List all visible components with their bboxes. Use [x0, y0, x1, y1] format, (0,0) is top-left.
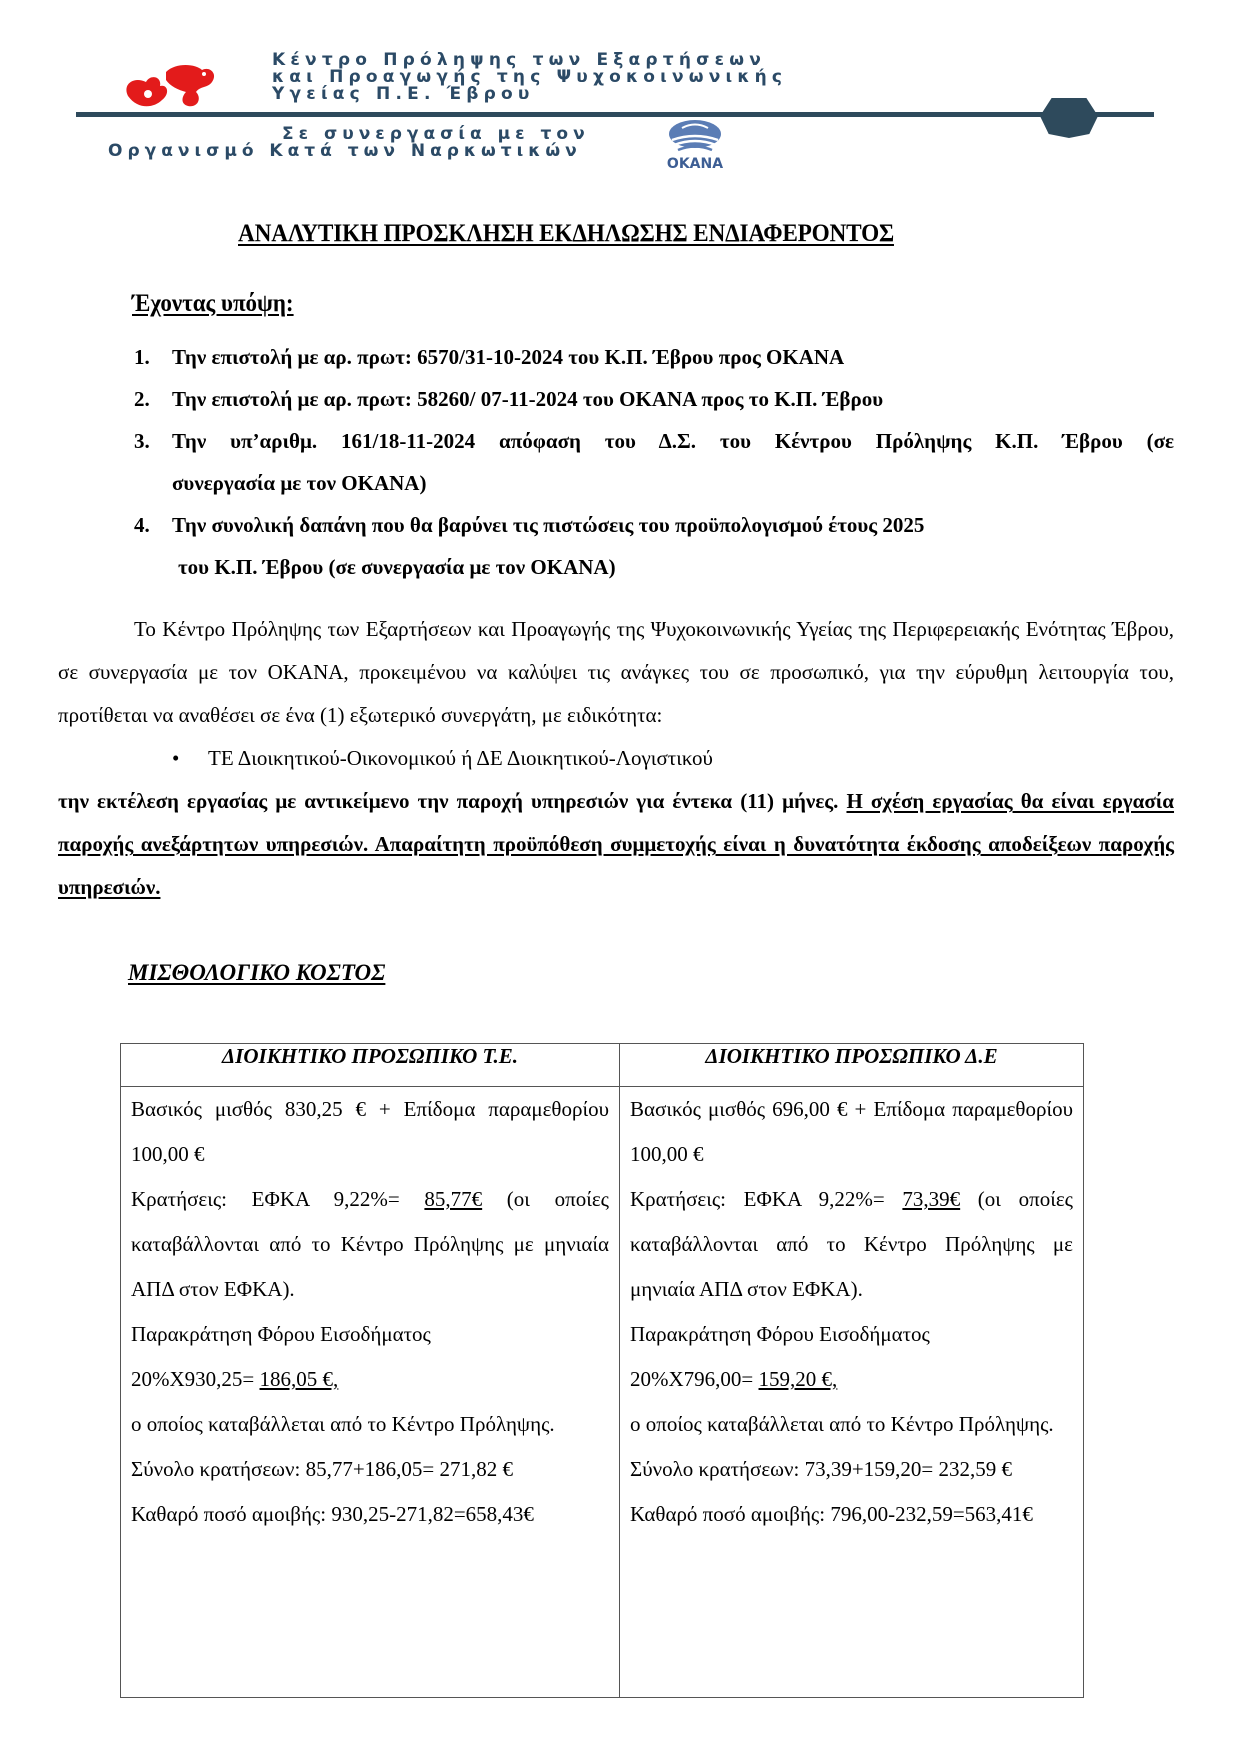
okana-logo	[660, 118, 730, 172]
rule-badge-icon	[1040, 98, 1098, 138]
list-item: 4. Την συνολική δαπάνη που θα βαρύνει τις πιστώσεις του προϋπολογισμού έτους 2025	[134, 513, 925, 537]
org-name-line-3: Υγείας Π.Ε. Έβρου	[272, 84, 535, 104]
prevention-center-logo-icon	[120, 56, 220, 114]
list-item: 3. Την υπ’αριθμ. 161/18-11-2024 απόφαση του Δ.Σ. του Κέντρου Πρόληψης Κ.Π. Έβρου (σε	[134, 429, 1174, 453]
table-header-row	[121, 1044, 1084, 1087]
org-name-line-2: και Προαγωγής της Ψυχοκοινωνικής	[272, 67, 788, 87]
header-de: ΔΙΟΙΚΗΤΙΚΟ ΠΡΟΣΩΠΙΚΟ Δ.Ε	[620, 1044, 1084, 1087]
list-item: 2. Την επιστολή με αρ. πρωτ: 58260/ 07-11-2024 του ΟΚΑΝΑ προς το Κ.Π. Έβρου	[134, 387, 884, 411]
considering-heading: Έχοντας υπόψη:	[132, 290, 294, 317]
task-paragraph: την εκτέλεση εργασίας με αντικείμενο την παροχή υπηρεσιών για έντεκα (11) μήνες. Η σχέση εργασίας θα είναι εργασία παροχής ανεξάρτητων υπηρεσιών. Απαραίτητη προϋπόθεση συμμετοχής είναι η δυνατότητα έκδοσης αποδείξεων παροχής υπηρεσιών.	[58, 789, 1175, 899]
intro-paragraph: Το Κέντρο Πρόληψης των Εξαρτήσεων και Προαγωγής της Ψυχοκοινωνικής Υγείας της Περιφερειακής Ενότητας Έβρου, σε συνεργασία με τον ΟΚΑΝΑ, προκειμένου να καλύψει τις ανάγκες του σε προσωπικό, για την εύρυθμη λειτουργία του, προτίθεται να αναθέσει σε ένα (1) εξωτερικό συνεργάτη, με ειδικότητα:	[58, 617, 1174, 727]
cost-heading: ΜΙΣΘΟΛΟΓΙΚΟ ΚΟΣΤΟΣ	[128, 960, 386, 985]
header-te: ΔΙΟΙΚΗΤΙΚΟ ΠΡΟΣΩΠΙΚΟ Τ.Ε.	[121, 1044, 620, 1087]
specialty-bullet: • ΤΕ Διοικητικού-Οικονομικού ή ΔΕ Διοικητικού-Λογιστικού	[172, 746, 713, 770]
table-row	[121, 1087, 1084, 1698]
list-item: 1. Την επιστολή με αρ. πρωτ: 6570/31-10-2024 του Κ.Π. Έβρου προς ΟΚΑΝΑ	[134, 345, 845, 369]
okana-logo-text: OKANA	[666, 156, 724, 172]
considerations-list	[134, 336, 1174, 588]
okana-emblem-icon	[660, 118, 730, 158]
org-name-line-1: Κέντρο Πρόληψης των Εξαρτήσεων	[272, 50, 766, 70]
cooperation-line-2: Οργανισμό Κατά των Ναρκωτικών	[108, 141, 582, 161]
salary-cost-table	[120, 1043, 1084, 1698]
cooperation-line-1: Σε συνεργασία με τον	[282, 124, 590, 144]
bullet-icon: •	[172, 746, 180, 770]
cell-te: Βασικός μισθός 830,25 € + Επίδομα παραμεθορίου 100,00 € Κρατήσεις: ΕΦΚΑ 9,22%= 85,77€ (οι οποίες καταβάλλονται από το Κέντρο Πρόληψης με μηνιαία ΑΠΔ στον ΕΦΚΑ). Παρακράτηση Φόρου Εισοδήματος 20%Χ930,25= 186,05 €, ο οποίος καταβάλλεται από το Κέντρο Πρόληψης. Σύνολο κρατήσεων: 85,77+186,05= 271,82 € Καθαρό ποσό αμοιβής: 930,25-271,82=658,43€	[121, 1087, 620, 1698]
task-underlined-text: Η σχέση εργασίας θα είναι εργασία παροχής ανεξάρτητων υπηρεσιών. Απαραίτητη προϋπόθεση συμμετοχής είναι η δυνατότητα έκδοσης αποδείξεων παροχής υπηρεσιών.	[58, 789, 1175, 899]
list-item-continuation: συνεργασία με τον ΟΚΑΝΑ)	[172, 471, 427, 495]
cell-de: Βασικός μισθός 696,00 € + Επίδομα παραμεθορίου 100,00 € Κρατήσεις: ΕΦΚΑ 9,22%= 73,39€ (οι οποίες καταβάλλονται από το Κέντρο Πρόληψης με μηνιαία ΑΠΔ στον ΕΦΚΑ). Παρακράτηση Φόρου Εισοδήματος 20%Χ796,00= 159,20 €, ο οποίος καταβάλλεται από το Κέντρο Πρόληψης. Σύνολο κρατήσεων: 73,39+159,20= 232,59 € Καθαρό ποσό αμοιβής: 796,00-232,59=563,41€	[620, 1087, 1084, 1698]
document-title: ΑΝΑΛΥΤΙΚΗ ΠΡΟΣΚΛΗΣΗ ΕΚΔΗΛΩΣΗΣ ΕΝΔΙΑΦΕΡΟΝΤΟΣ	[238, 220, 894, 247]
letterhead	[0, 0, 1241, 180]
list-item-continuation: του Κ.Π. Έβρου (σε συνεργασία με τον ΟΚΑΝΑ)	[178, 555, 616, 579]
letterhead-rule	[76, 112, 1154, 117]
